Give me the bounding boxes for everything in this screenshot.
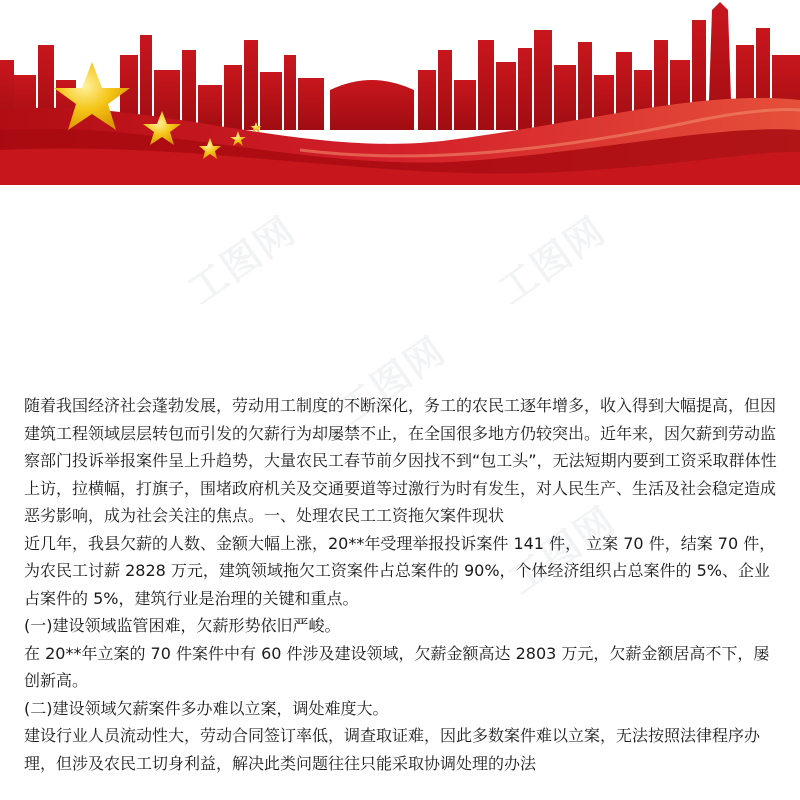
paragraph: (一)建设领域监管困难，欠薪形势依旧严峻。 [24, 616, 341, 635]
header-banner [0, 0, 800, 185]
watermark: 工图网 [490, 207, 614, 313]
city-skyline-banner-graphic [0, 0, 800, 185]
paragraph: 建设行业人员流动性大，劳动合同签订率低，调查取证难，因此多数案件难以立案，无法按照法律程序办理，但涉及农民工切身利益，解决此类问题往往只能采取协调处理的办法 [24, 726, 761, 773]
watermark: 工图网 [330, 327, 454, 433]
paragraph: 在 20**年立案的 70 件案件中有 60 件涉及建设领域，欠薪金额高达 2803 万元，欠薪金额居高不下，屡创新高。 [24, 643, 770, 690]
watermark: 工图网 [180, 207, 304, 313]
paragraph: 随着我国经济社会蓬勃发展，劳动用工制度的不断深化，务工的农民工逐年增多，收入得到大幅提高，但因建筑工程领域层层转包而引发的欠薪行为却屡禁不止，在全国很多地方仍较突出。近年来，因欠薪到劳动监察部门投诉举报案件呈上升趋势，大量农民工春节前夕因找不到“包工头”，无法短期内要到工资采取群体性上访，拉横幅，打旗子，围堵政府机关及交通要道等过激行为时有发生，对人民生产、生活及社会稳定造成恶劣影响，成为社会关注的焦点。一、处理农民工工资拖欠案件现状 [24, 396, 777, 525]
watermark: 工图网 [500, 497, 624, 603]
paragraph: 近几年，我县欠薪的人数、金额大幅上涨，20**年受理举报投诉案件 141 件， 立案 70 件，结案 70 件，为农民工讨薪 2828 万元，建筑领域拖欠工资案件占总案件的 90%，个体经济组织占总案件的 5%、企业占案件的 5%，建筑行业是治理的关键和重点。 [24, 533, 776, 608]
article-body [24, 392, 784, 777]
paragraph: (二)建设领域欠薪案件多办难以立案，调处难度大。 [24, 698, 389, 718]
